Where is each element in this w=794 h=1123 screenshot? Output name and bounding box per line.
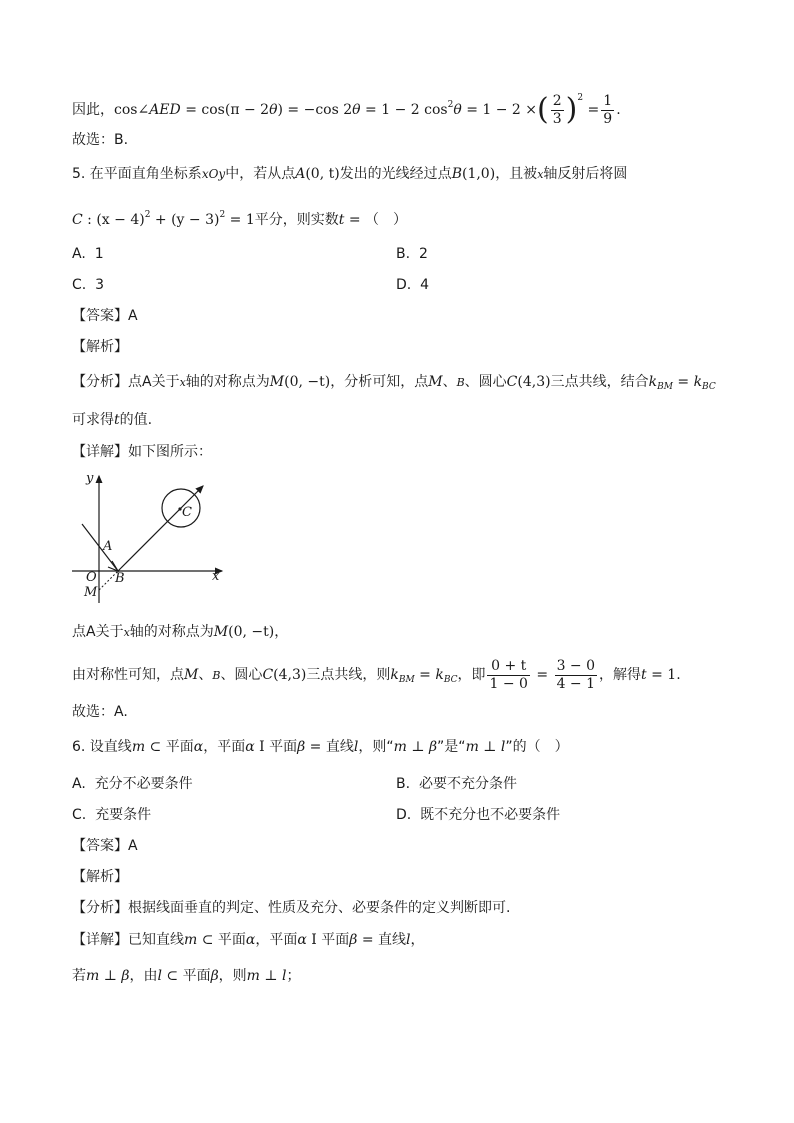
formula: 2: [219, 210, 226, 220]
text: 根据线面垂直的判定、性质及充分、必要条件的定义判断即可.: [128, 900, 511, 916]
formula: ⊥: [478, 739, 501, 755]
formula: (0, −t): [228, 624, 275, 640]
formula: (1,0): [461, 166, 496, 182]
denominator: 1 − 0: [489, 675, 528, 692]
q5-detail-line: [72, 442, 212, 462]
tag: 【详解】: [72, 444, 128, 460]
option-label: A.: [72, 776, 86, 792]
formula: = 1 − 2 ×: [461, 102, 538, 118]
formula: x: [179, 376, 186, 389]
formula: β: [210, 968, 219, 984]
formula: + (y − 3): [150, 212, 220, 228]
tag: 【答案】: [72, 838, 128, 854]
formula: m: [184, 932, 198, 948]
option-label: D.: [396, 277, 412, 293]
formula: ⊂: [197, 932, 218, 948]
text: 如下图所示：: [128, 444, 212, 460]
formula: xOy: [201, 167, 226, 181]
denominator: 3: [552, 110, 562, 127]
option-value: 必要不充分条件: [418, 776, 517, 792]
formula: t: [338, 212, 345, 228]
q5-option-c[interactable]: [72, 275, 104, 295]
text: ，且被: [495, 166, 538, 182]
tag: 【答案】: [72, 308, 128, 324]
answer-line: 故选：B.: [72, 132, 129, 148]
formula: BC: [443, 675, 458, 685]
text: ，分析可知，点: [330, 374, 429, 390]
formula: M: [428, 374, 443, 390]
formula: ⊥: [259, 968, 283, 984]
formula: α: [245, 739, 255, 755]
reflection-diagram: [72, 468, 232, 608]
text: ，: [274, 624, 289, 640]
label-b: B: [115, 571, 125, 586]
incident-ray: [82, 524, 118, 571]
q6-option-c[interactable]: [72, 805, 151, 825]
q5-stem-line-2: [72, 205, 407, 230]
formula: ⊥: [99, 968, 122, 984]
text: ；: [286, 968, 301, 984]
formula: x: [123, 626, 130, 639]
conclusion-line: 因此，cos∠AED = cos(π − 2θ) = −cos 2θ = 1 − 2 $\cos^2\theta = 1 - 2$ ×( $\frac{2}{3}$ )$^2$ = $\frac{1}{9}$ .: [72, 92, 621, 127]
q5-option-b[interactable]: [396, 244, 428, 264]
text: 由对称性可知，点: [72, 667, 184, 683]
formula: AED: [149, 102, 181, 118]
text: = 直线: [357, 932, 407, 948]
text: 、: [442, 374, 457, 390]
label-m: M: [84, 585, 98, 600]
label-y: y: [86, 471, 94, 486]
q5-analysis-tag: 【解析】: [72, 339, 128, 355]
formula: m: [86, 968, 100, 984]
q5-fenxi-line: [72, 372, 716, 397]
text: ，由: [129, 968, 158, 984]
text: 平面: [217, 932, 246, 948]
option-label: D.: [396, 807, 412, 823]
formula: (4,3): [273, 667, 307, 683]
formula: l: [157, 968, 162, 984]
formula: I: [306, 932, 322, 948]
q6-stem: [72, 737, 569, 757]
text: 平分，则实数: [254, 212, 339, 228]
option-value: 充分不必要条件: [94, 776, 193, 792]
q6-fenxi-line: [72, 898, 510, 918]
label-c: C: [182, 505, 192, 520]
formula: l: [500, 739, 506, 755]
formula: M: [184, 667, 199, 683]
q6-option-d[interactable]: [396, 805, 560, 825]
option-label: B.: [396, 246, 411, 262]
formula: k: [693, 374, 703, 390]
formula: θ: [453, 102, 462, 118]
formula: (0, t): [305, 166, 340, 182]
formula: 2: [447, 100, 454, 110]
q6-option-a[interactable]: [72, 774, 193, 794]
formula: l: [406, 932, 411, 948]
formula: : (x − 4): [82, 212, 145, 228]
formula: C: [72, 212, 83, 228]
q5-sym-line: [72, 622, 288, 643]
formula: B: [451, 166, 462, 182]
formula: = 1 − 2 cos: [360, 102, 448, 118]
formula: β: [428, 739, 438, 755]
fraction: [601, 93, 614, 128]
label-x: x: [212, 569, 220, 584]
formula: C: [262, 667, 274, 683]
formula: BC: [702, 382, 716, 392]
text: 轴的对称点为: [129, 624, 214, 640]
text: 平面: [269, 739, 298, 755]
text: = （ ）: [344, 212, 408, 228]
text: 发出的光线经过点: [339, 166, 452, 182]
formula: BM: [398, 675, 415, 685]
tag: 【分析】: [72, 374, 128, 390]
formula: =: [414, 667, 436, 683]
formula: ⊥: [406, 739, 429, 755]
option-label: C.: [72, 277, 87, 293]
numerator: 0 + t: [487, 658, 529, 676]
q5-stem-line-1: [72, 164, 627, 185]
q6-answer: [72, 836, 138, 856]
formula: θ: [269, 102, 278, 118]
text: ，平面: [255, 932, 298, 948]
text: 点A关于: [128, 374, 180, 390]
text: 的值.: [119, 412, 153, 428]
option-value: 4: [420, 277, 430, 293]
reflected-ray: [118, 486, 203, 571]
text: 6. 设直线: [72, 739, 132, 755]
text: ，平面: [203, 739, 246, 755]
label-a: A: [103, 539, 113, 554]
text: 平面: [182, 968, 211, 984]
formula: l: [282, 968, 287, 984]
numerator: 2: [552, 92, 562, 109]
text: 、圆心: [220, 667, 263, 683]
formula: α: [297, 932, 307, 948]
formula: 2: [577, 93, 584, 103]
text: ，即: [457, 667, 486, 683]
formula: =: [531, 667, 553, 683]
fraction: [551, 93, 564, 128]
formula: m: [465, 739, 479, 755]
fraction: [487, 658, 529, 693]
text: 已知直线: [128, 932, 184, 948]
formula: α: [193, 739, 204, 755]
formula: β: [297, 739, 306, 755]
text: 平面: [321, 932, 350, 948]
q5-final: 故选：A.: [72, 704, 128, 720]
formula: t: [641, 667, 647, 683]
formula: B: [212, 669, 221, 682]
formula: A: [295, 166, 306, 182]
option-value: 充要条件: [95, 807, 152, 823]
formula: cos∠: [114, 102, 150, 118]
denominator: 4 − 1: [556, 675, 596, 692]
denominator: 9: [603, 110, 613, 127]
option-value: 既不充分也不必要条件: [420, 807, 561, 823]
text: 三点共线，则: [306, 667, 391, 683]
text: 中，若从点: [225, 166, 296, 182]
formula: =: [672, 374, 694, 390]
text: 平面: [165, 739, 194, 755]
text: ，则“: [358, 739, 394, 755]
formula: B: [456, 376, 465, 389]
answer-value: A: [128, 308, 138, 324]
option-label: C.: [72, 807, 87, 823]
q5-answer: [72, 306, 138, 326]
text: ”是“: [437, 739, 466, 755]
formula: .: [616, 102, 621, 118]
formula: α: [245, 932, 256, 948]
q5-fenxi-line-2: [72, 410, 152, 430]
formula: (0, −t): [284, 374, 331, 390]
option-label: A.: [72, 246, 86, 262]
formula: M: [213, 624, 229, 640]
formula: (4,3): [517, 374, 551, 390]
formula: β: [349, 932, 358, 948]
fraction: [555, 658, 597, 693]
q6-last-line: [72, 966, 301, 986]
text: 三点共线，结合: [550, 374, 649, 390]
q5-option-a[interactable]: [72, 244, 104, 264]
formula: I: [254, 739, 270, 755]
text: = 直线: [305, 739, 354, 755]
text: ，则: [218, 968, 247, 984]
text: 若: [72, 968, 86, 984]
text: ，: [410, 932, 425, 948]
option-label: B.: [396, 776, 411, 792]
answer-value: A: [128, 838, 138, 854]
option-value: 1: [94, 246, 104, 262]
text: 轴的对称点为: [185, 374, 270, 390]
text: 5. 在平面直角坐标系: [72, 166, 202, 182]
text: 可求得: [72, 412, 114, 428]
q6-detail-line: [72, 930, 425, 950]
formula: k: [390, 667, 399, 683]
formula: k: [648, 374, 658, 390]
formula: BM: [657, 382, 673, 392]
text: ，解得: [599, 667, 642, 683]
formula: π − 2: [230, 102, 270, 118]
formula: M: [269, 374, 285, 390]
formula: x: [537, 168, 544, 181]
numerator: 1: [603, 92, 613, 109]
text: 、: [198, 667, 213, 683]
option-value: 2: [418, 246, 428, 262]
q5-option-d[interactable]: [396, 275, 429, 295]
numerator: 3 − 0: [556, 657, 596, 674]
tag: 【分析】: [72, 900, 128, 916]
formula: k: [435, 667, 444, 683]
ray-arrow: [108, 561, 118, 571]
q5-solution-line: [72, 655, 681, 695]
formula: C: [506, 374, 518, 390]
formula: ⊂: [161, 968, 183, 984]
option-value: 3: [95, 277, 105, 293]
q6-analysis-tag: 【解析】: [72, 869, 128, 885]
formula: m: [393, 739, 407, 755]
text: 因此，: [72, 102, 114, 118]
text: 点A关于: [72, 624, 124, 640]
label-o: O: [86, 570, 97, 585]
text: 轴反射后将圆: [543, 166, 628, 182]
formula: θ: [352, 102, 361, 118]
formula: = 1.: [646, 667, 681, 683]
formula: 2: [144, 210, 151, 220]
formula: l: [353, 739, 359, 755]
text: 、圆心: [464, 374, 507, 390]
formula: =: [583, 102, 600, 118]
formula: m: [246, 968, 260, 984]
formula: = cos: [180, 102, 225, 118]
formula: ⊂: [145, 739, 166, 755]
formula: = −cos 2: [282, 102, 353, 118]
formula: β: [121, 968, 130, 984]
q6-option-b[interactable]: [396, 774, 517, 794]
formula: m: [131, 739, 146, 755]
tag: 【详解】: [72, 932, 128, 948]
formula: = 1: [225, 212, 255, 228]
text: ”的（ ）: [505, 739, 569, 755]
formula: t: [114, 412, 120, 428]
